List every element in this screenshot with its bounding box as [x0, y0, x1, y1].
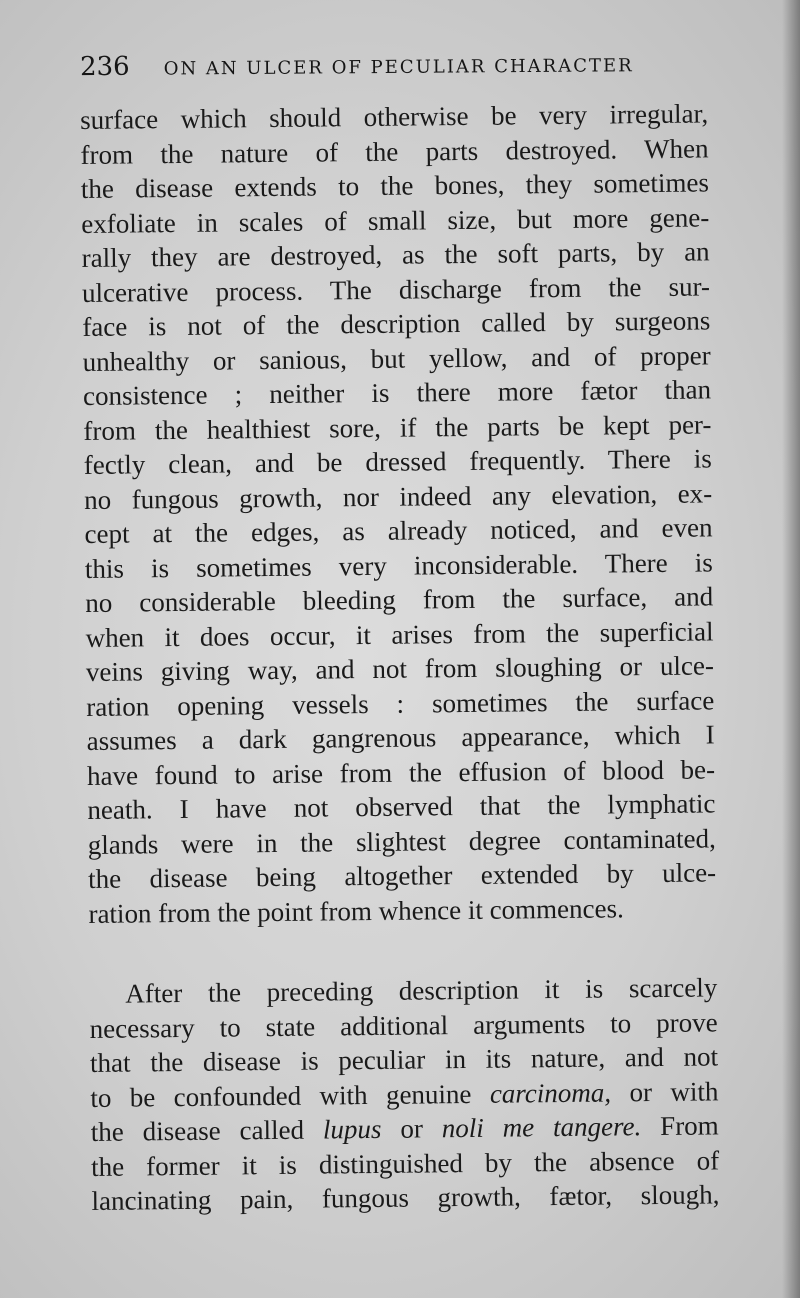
page-edge-shadow: [782, 0, 800, 1298]
text-line: the disease being altogether extended by ulce-: [87, 857, 717, 894]
text-line: glands were in the slightest degree contaminated,: [87, 822, 716, 860]
italic-term-carcinoma: carcinoma,: [489, 1076, 612, 1109]
text-line: cept at the edges, as already noticed, and even: [84, 512, 713, 549]
text-line: [91, 1108, 719, 1149]
text-line: ration opening vessels : sometimes the surface: [86, 684, 715, 722]
paragraph-2: [89, 970, 719, 1218]
text-line: exfoliate in scales of small size, but more gene-: [81, 201, 710, 239]
text-line: this is sometimes very inconsiderable. There is: [84, 546, 713, 584]
text-line: from the healthiest sore, if the parts be kept per-: [83, 408, 712, 446]
text-line: necessary to state additional arguments to prove: [89, 1006, 718, 1044]
body-text: [80, 96, 720, 1218]
text-run: the disease called: [90, 1114, 324, 1147]
text-line: face is not of the description called by surgeons: [82, 305, 711, 342]
text-line: rally they are destroyed, as the soft parts, by an: [81, 236, 710, 273]
text-line: veins giving way, and not from sloughing or ulce-: [85, 650, 715, 687]
text-line: lancinating pain, fungous growth, fætor, slough,: [91, 1179, 720, 1216]
text-line: no fungous growth, nor indeed any elevation, ex-: [83, 477, 713, 515]
text-run: or: [381, 1113, 442, 1144]
text-line: the former it is distinguished by the absence of: [90, 1144, 720, 1182]
text-line: consistence ; neither is there more fætor than: [82, 374, 712, 411]
text-line: ulcerative process. The discharge from the sur-: [81, 270, 711, 308]
text-line: from the nature of the parts destroyed. When: [80, 132, 709, 170]
italic-term-lupus: lupus: [322, 1113, 382, 1145]
text-line: surface which should otherwise be very irregular,: [80, 98, 709, 135]
page-header: [80, 48, 680, 82]
text-line: After the preceding description it is scarcely: [125, 972, 718, 1009]
text-run: or with: [610, 1075, 719, 1107]
text-line: assumes a dark gangrenous appearance, which I: [86, 719, 715, 756]
page-number: 236: [79, 51, 130, 83]
paragraph-gap: [89, 924, 717, 977]
text-line: have found to arise from the effusion of blood be-: [86, 753, 716, 791]
paragraph-1: [80, 96, 717, 931]
text-line: unhealthy or sanious, but yellow, and of proper: [82, 339, 711, 377]
text-line: that the disease is peculiar in its nature, and not: [89, 1041, 719, 1078]
text-run: to be confounded with genuine: [90, 1078, 491, 1113]
italic-term-noli-me-tangere: noli me tangere.: [441, 1111, 642, 1144]
text-line: no considerable bleeding from the surface, and: [85, 581, 714, 618]
running-head: ON AN ULCER OF PECULIAR CHARACTER: [163, 55, 634, 80]
text-line: when it does occur, it arises from the superficial: [85, 615, 714, 653]
text-line: fectly clean, and be dressed frequently. There is: [83, 443, 712, 480]
text-run: From: [641, 1110, 719, 1142]
text-line: the disease extends to the bones, they sometimes: [80, 167, 710, 204]
text-line: ration from the point from whence it commences.: [88, 892, 624, 929]
text-line: neath. I have not observed that the lymphatic: [87, 788, 716, 825]
